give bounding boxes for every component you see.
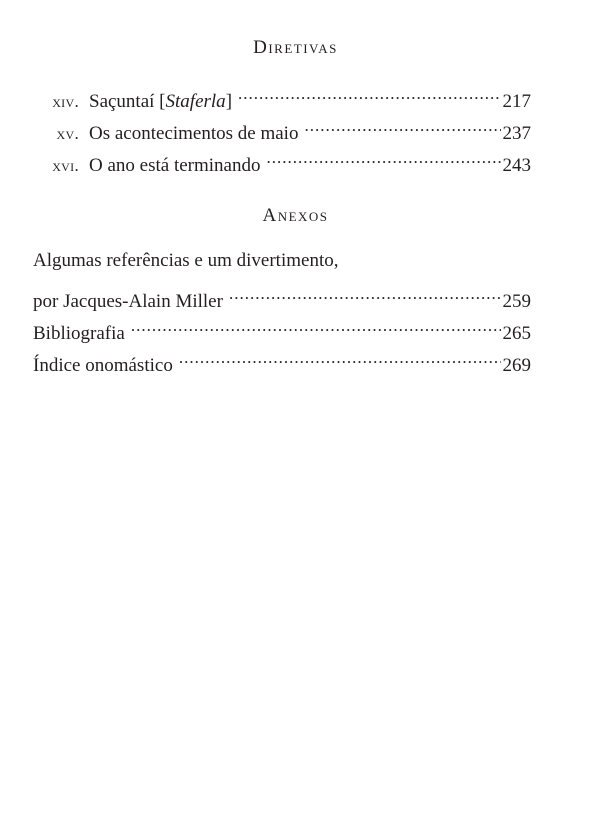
section-title-diretivas: Diretivas (253, 37, 338, 58)
dot-leader (304, 113, 500, 139)
page-number: 243 (502, 155, 531, 176)
chapter-title: Os acontecimentos de maio (89, 123, 299, 144)
annex-title-line1[interactable]: Algumas referências e um divertimento, (33, 250, 339, 271)
annex-title: Bibliografia (33, 323, 125, 344)
chapter-title: Saçuntaí [Staferla] (89, 91, 233, 112)
page-number: 269 (502, 355, 531, 376)
page-number: 217 (502, 91, 531, 112)
chapter-number: xiv. (52, 92, 79, 111)
page-number: 259 (502, 291, 531, 312)
annex-title: Índice onomástico (33, 355, 173, 376)
toc-entry[interactable] (28, 145, 531, 176)
toc-entry[interactable] (33, 345, 531, 376)
annex-title-line2: por Jacques-Alain Miller (33, 291, 223, 312)
dot-leader (266, 145, 500, 171)
dot-leader (179, 345, 501, 371)
dot-leader (229, 281, 501, 307)
chapter-number: xvi. (52, 156, 79, 175)
dot-leader (131, 313, 501, 339)
toc-entry[interactable] (33, 281, 531, 312)
dot-leader (238, 81, 500, 107)
toc-entry[interactable] (28, 113, 531, 144)
page-number: 237 (502, 123, 531, 144)
toc-entry[interactable] (28, 81, 531, 112)
chapter-number: xv. (56, 124, 79, 143)
toc-entry[interactable] (33, 313, 531, 344)
page-number: 265 (502, 323, 531, 344)
chapter-title: O ano está terminando (89, 155, 261, 176)
section-title-anexos: Anexos (262, 205, 329, 226)
